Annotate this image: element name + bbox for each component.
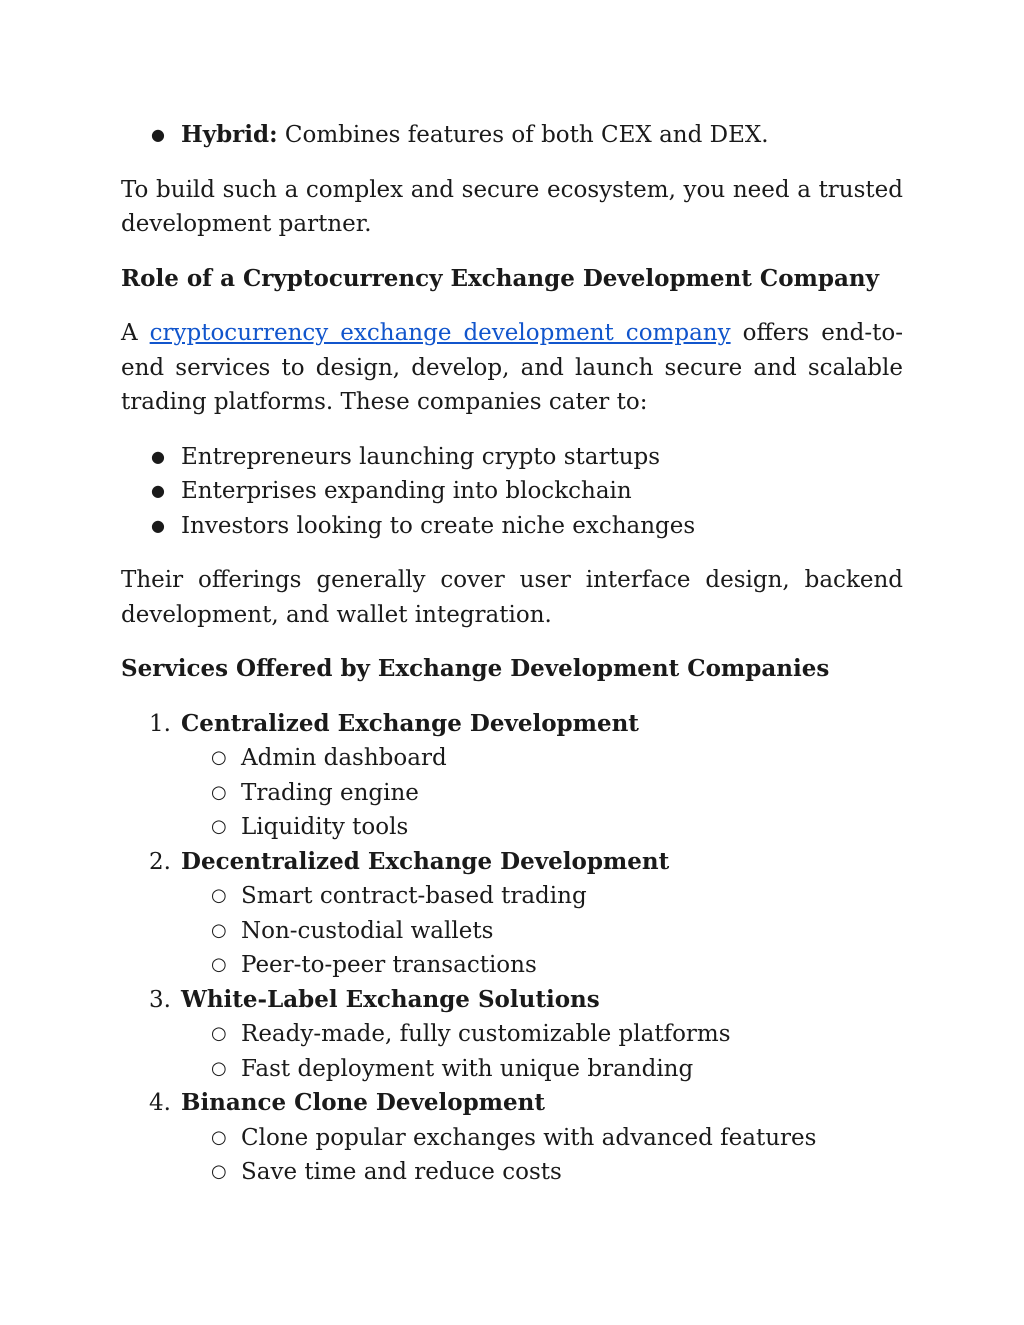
list-item [121,509,903,544]
company-link[interactable]: cryptocurrency exchange development company [149,320,731,346]
list-item-label: Hybrid: [181,121,278,148]
section-heading: Role of a Cryptocurrency Exchange Development Company [121,264,879,292]
circle-marker: ○ [211,919,227,941]
sub-list-text: Non-custodial wallets [241,917,494,944]
circle-marker: ○ [211,1126,227,1148]
number-marker: 4. [149,1090,171,1116]
service-title: Decentralized Exchange Development [181,847,670,875]
list-item [121,118,903,153]
number-marker: 1. [149,710,171,737]
numbered-item [121,1086,903,1121]
bullet-marker: ● [151,125,165,144]
circle-marker: ○ [211,1023,227,1044]
sub-list-item [121,1121,903,1156]
numbered-item [121,707,903,742]
sub-list-item [121,1052,903,1087]
numbered-item [121,983,903,1018]
number-marker: 2. [149,848,171,875]
sub-list-text: Peer-to-peer transactions [241,952,537,978]
sub-list-text: Clone popular exchanges with advanced features [241,1124,817,1151]
sub-list-text: Liquidity tools [241,814,409,840]
paragraph: Their offerings generally cover user interface design, backend development, and wallet integration. [121,567,903,628]
list-item-text: Entrepreneurs launching crypto startups [181,443,661,470]
sub-list-text: Trading engine [241,779,419,806]
paragraph-suffix: offers end-to-end services to design, develop, and launch secure and scalable trading platforms. These companies cater to: [121,320,903,415]
list-item [121,440,903,475]
sub-list-text: Ready-made, fully customizable platforms [241,1021,731,1047]
paragraph: To build such a complex and secure ecosystem, you need a trusted development partner. [121,176,903,237]
circle-marker: ○ [211,954,227,975]
bullet-marker: ● [151,481,165,500]
bullet-marker: ● [151,515,165,535]
service-title: Centralized Exchange Development [181,709,639,737]
circle-marker: ○ [211,747,227,768]
circle-marker: ○ [211,816,227,837]
sub-list-item [121,776,903,811]
sub-list-item [121,879,903,914]
sub-list-text: Smart contract-based trading [241,883,587,909]
sub-list-item [121,948,903,983]
circle-marker: ○ [211,1161,227,1182]
list-item-text: Enterprises expanding into blockchain [181,478,632,504]
sub-list-text: Save time and reduce costs [241,1159,562,1185]
service-title: White-Label Exchange Solutions [181,985,600,1013]
circle-marker: ○ [211,1057,227,1079]
sub-list-item [121,1017,903,1052]
sub-list-text: Fast deployment with unique branding [241,1055,694,1082]
sub-list-text: Admin dashboard [241,745,447,771]
service-title: Binance Clone Development [181,1089,545,1116]
paragraph-prefix: A [121,320,150,346]
list-item-text: Combines features of both CEX and DEX. [277,122,769,148]
sub-list-item [121,914,903,949]
document-page [121,118,903,1190]
paragraph [121,316,903,420]
sub-list-item [121,741,903,776]
circle-marker: ○ [211,781,227,803]
section-heading: Services Offered by Exchange Development Companies [121,655,830,682]
list-item-text: Investors looking to create niche exchanges [181,512,696,539]
number-marker: 3. [149,986,171,1013]
numbered-item [121,845,903,880]
list-item [121,474,903,509]
circle-marker: ○ [211,885,227,906]
sub-list-item [121,810,903,845]
bullet-marker: ● [151,446,165,466]
sub-list-item [121,1155,903,1190]
